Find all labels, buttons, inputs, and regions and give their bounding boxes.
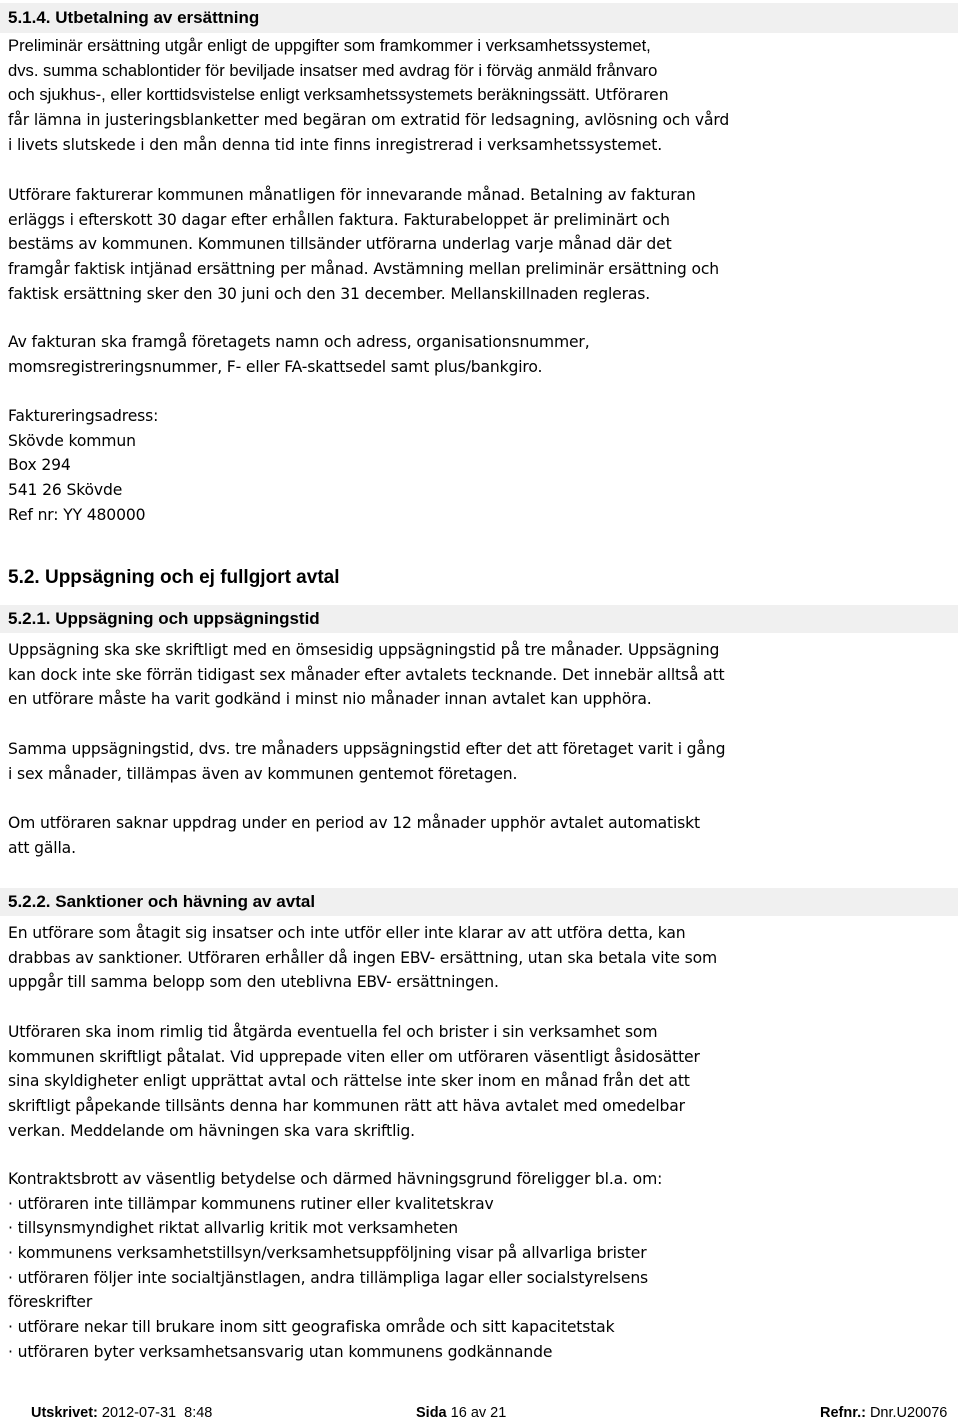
billing-address	[8, 404, 956, 527]
paragraph-preliminary-compensation	[8, 34, 956, 157]
paragraph-invoice-content	[8, 330, 956, 379]
paragraph-sanctions	[8, 921, 956, 995]
paragraph-same-notice-period	[8, 737, 956, 786]
text-line: drabbas av sanktioner. Utföraren erhåller då ingen EBV- ersättning, utan ska betala vite som	[8, 948, 718, 967]
text-line: momsregistreringsnummer, F- eller FA-skattsedel samt plus/bankgiro.	[8, 357, 543, 376]
text-line: uppgår till samma belopp som den uteblivna EBV- ersättningen.	[8, 973, 499, 992]
text-line: får lämna in justeringsblanketter med begäran om extratid för ledsagning, avlösning och vård	[8, 111, 730, 130]
text-line: en utförare måste ha varit godkänd i minst nio månader innan avtalet kan upphöra.	[8, 690, 652, 709]
text-line: Utförare fakturerar kommunen månatligen för innevarande månad. Betalning av fakturan	[8, 186, 696, 204]
footer-printed	[31, 1405, 212, 1421]
section-heading-5-2-2: 5.2.2. Sanktioner och hävning av avtal	[8, 892, 316, 911]
list-item: · utföraren byter verksamhetsansvarig utan kommunens godkännande	[8, 1342, 553, 1361]
text-line: kommunen skriftligt påtalat. Vid upprepade viten eller om utföraren väsentligt åsidosätter	[8, 1047, 700, 1066]
paragraph-automatic-termination	[8, 811, 956, 860]
list-item: · tillsynsmyndighet riktat allvarlig kritik mot verksamheten	[8, 1219, 459, 1238]
section-heading-5-2-1: 5.2.1. Uppsägning och uppsägningstid	[8, 609, 320, 628]
text-line: Utföraren ska inom rimlig tid åtgärda eventuella fel och brister i sin verksamhet som	[8, 1023, 658, 1041]
text-line: kan dock inte ske förrän tidigast sex månader efter avtalets tecknande. Det innebär alltså att	[8, 665, 725, 684]
list-item: · utföraren följer inte socialtjänstlagen, andra tillämpliga lagar eller socialstyrelsens	[8, 1268, 649, 1287]
text-line: En utförare som åtagit sig insatser och inte utför eller inte klarar av att utföra detta, kan	[8, 924, 686, 942]
address-line: Ref nr: YY 480000	[8, 505, 146, 524]
text-line: faktisk ersättning sker den 30 juni och den 31 december. Mellanskillnaden regleras.	[8, 284, 651, 303]
footer-ref-value: Dnr.U20076	[869, 1405, 948, 1421]
page-footer	[0, 1405, 960, 1423]
paragraph-breach-list	[8, 1167, 956, 1365]
footer-ref-label: Refnr.:	[820, 1405, 866, 1421]
section-heading-5-2: 5.2. Uppsägning och ej fullgjort avtal	[8, 567, 340, 588]
footer-ref	[820, 1405, 947, 1421]
text-line: erläggs i efterskott 30 dagar efter erhållen faktura. Fakturabeloppet är preliminärt och	[8, 210, 670, 229]
address-label: Faktureringsadress:	[8, 407, 159, 425]
text-line: Preliminär ersättning utgår enligt de uppgifter som framkommer i verksamhetssystemet,	[8, 36, 651, 55]
list-item: · kommunens verksamhetstillsyn/verksamhetsuppföljning visar på allvarliga brister	[8, 1244, 647, 1263]
footer-page-value: 16 av 21	[450, 1405, 507, 1421]
text-line: Av fakturan ska framgå företagets namn och adress, organisationsnummer,	[8, 333, 590, 351]
section-heading-5-1-4: 5.1.4. Utbetalning av ersättning	[8, 8, 260, 27]
text-line: Uppsägning ska ske skriftligt med en ömsesidig uppsägningstid på tre månader. Uppsägning	[8, 641, 720, 659]
text-line: i livets slutskede i den mån denna tid inte finns inregistrerad i verksamhetssystemet.	[8, 135, 663, 154]
list-item: · utförare nekar till brukare inom sitt geografiska område och sitt kapacitetstak	[8, 1318, 615, 1337]
text-line: skriftligt påpekande tillsänts denna har kommunen rätt att häva avtalet med omedelbar	[8, 1097, 685, 1116]
footer-page-label: Sida	[416, 1405, 447, 1421]
text-line: verkan. Meddelande om hävningen ska vara skriftlig.	[8, 1121, 415, 1140]
text-line: framgår faktisk intjänad ersättning per månad. Avstämning mellan preliminär ersättning och	[8, 260, 720, 279]
footer-printed-label: Utskrivet:	[31, 1405, 98, 1421]
text-line: dvs. summa schablontider för beviljade insatser med avdrag för i förväg anmäld frånvaro	[8, 60, 658, 80]
list-item-continuation: föreskrifter	[8, 1293, 93, 1312]
text-line: Samma uppsägningstid, dvs. tre månaders uppsägningstid efter det att företaget varit i gång	[8, 740, 726, 758]
text-segment: Utföraren	[594, 86, 669, 105]
text-line: bestäms av kommunen. Kommunen tillsänder utförarna underlag varje månad där det	[8, 235, 672, 254]
text-line: Om utföraren saknar uppdrag under en period av 12 månader upphör avtalet automatiskt	[8, 814, 700, 832]
text-line: i sex månader, tillämpas även av kommunen gentemot företagen.	[8, 764, 518, 783]
text-line: att gälla.	[8, 838, 76, 857]
text-line: Kontraktsbrott av väsentlig betydelse och därmed hävningsgrund föreligger bl.a. om:	[8, 1170, 663, 1188]
paragraph-invoicing	[8, 183, 956, 306]
paragraph-termination-right	[8, 1020, 956, 1143]
text-segment: och sjukhus-, eller korttidsvistelse enligt verksamhetssystemets beräkningssätt.	[8, 85, 595, 105]
footer-page	[416, 1405, 506, 1421]
list-item: · utföraren inte tillämpar kommunens rutiner eller kvalitetskrav	[8, 1194, 494, 1213]
footer-printed-value: 2012-07-31 8:48	[101, 1405, 213, 1421]
address-line: Skövde kommun	[8, 431, 136, 450]
text-line: sina skyldigheter enligt upprättat avtal och rättelse inte sker inom en månad från det att	[8, 1072, 690, 1091]
text-line	[8, 83, 956, 108]
address-line: Box 294	[8, 456, 71, 475]
paragraph-notice-period	[8, 638, 956, 712]
address-line: 541 26 Skövde	[8, 481, 123, 500]
